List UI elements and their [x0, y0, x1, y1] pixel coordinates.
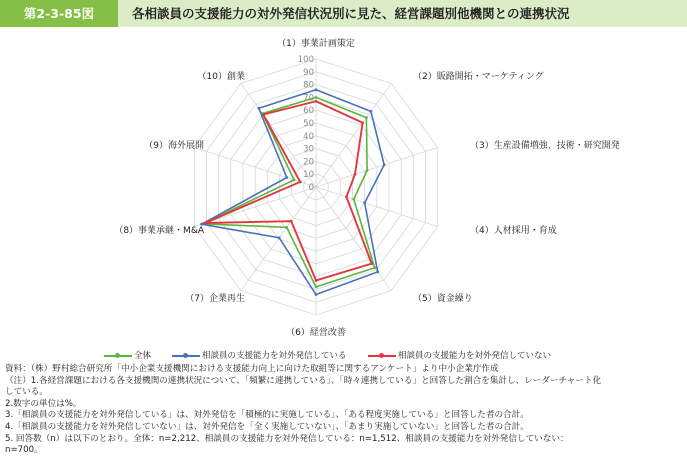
category-label-8: （8）事業承継・M&A [114, 226, 204, 236]
series-1-point-2 [365, 116, 368, 119]
legend-swatch-overall [104, 351, 132, 361]
legend-swatch-not-communicating [368, 351, 396, 361]
note-4: 4.「相談員の支援能力を対外発信していない」は、対外発信を「全く実施していない」、「あまり実施していない」と回答した者の合計。 [5, 421, 529, 432]
series-3-point-9 [299, 180, 302, 183]
series-1-point-5 [373, 266, 376, 269]
note-5-cont: n=700。 [5, 445, 43, 456]
category-label-6: （6）経営改善 [286, 328, 346, 338]
axis-tick-label: 100 [297, 55, 314, 65]
category-label-10: （10）創業 [197, 72, 245, 82]
axis-tick-label: 80 [303, 80, 314, 91]
legend-item-not-communicating [368, 349, 551, 363]
figure-title: 各相談員の支援能力の対外発信状況別に見た、経営課題別他機関との連携状況 [132, 6, 570, 21]
series-2-point-7 [278, 236, 281, 239]
series-3-point-6 [315, 279, 318, 282]
axis-tick-label: 70 [303, 93, 314, 104]
axis-tick-label: 60 [303, 106, 314, 117]
axis-tick-label: 40 [303, 131, 314, 142]
axis-tick-label: 10 [303, 170, 314, 181]
series-2-point-8 [200, 223, 203, 226]
note-5: 5. 回答数（n）は以下のとおり。全体：n=2,212、相談員の支援能力を対外発信している：n=1,512、相談員の支援能力を対外発信していない： [5, 433, 569, 444]
note-3: 3.「相談員の支援能力を対外発信している」は、対外発信を「積極的に実施している」、「ある程度実施している」と回答した者の合計。 [5, 410, 529, 421]
series-3-point-5 [370, 262, 373, 265]
series-1-point-7 [285, 226, 288, 229]
series-2-point-6 [315, 293, 318, 296]
axis-tick-label: 30 [303, 144, 314, 155]
series-2-point-2 [370, 110, 373, 113]
series-1-point-9 [293, 178, 296, 181]
axis-tick-label: 0 [308, 183, 314, 193]
category-label-5: （5）資金繰り [413, 294, 473, 304]
legend-item-overall [104, 349, 151, 363]
series-3-point-2 [361, 121, 364, 124]
category-label-4: （4）人材採用・育成 [470, 226, 557, 236]
series-3-point-7 [290, 220, 293, 223]
series-3-point-10 [262, 113, 265, 116]
figure-number: 第2-3-85図 [0, 0, 118, 27]
category-label-3: （3）生産設備増強、技術・研究開発 [470, 141, 620, 151]
series-2-point-3 [383, 163, 386, 166]
series-3-point-1 [315, 100, 318, 103]
series-2-point-10 [257, 107, 260, 110]
note-1: （注）1.各経営課題における各支援機関の連携状況について、「頻繁に連携している」、「時々連携している」と回答した割合を集計し、レーダーチャート化 [5, 375, 602, 386]
series-2-point-5 [376, 271, 379, 274]
legend-label-not-communicating: 相談員の支援能力を対外発信していない [398, 351, 552, 361]
series-2-point-4 [363, 201, 366, 204]
note-source: 資料：（株）野村総合研究所「中小企業支援機関における支援能力向上に向けた取組等に関するアンケート」より中小企業庁作成 [5, 364, 499, 374]
notes [5, 364, 685, 457]
axis-tick-label: 50 [303, 119, 314, 129]
series-1-point-6 [315, 285, 318, 288]
category-label-1: （1）事業計画策定 [277, 39, 355, 49]
figure-header [0, 0, 687, 27]
series-2-point-9 [285, 176, 288, 179]
category-label-7: （7）企業再生 [185, 294, 245, 304]
axis-tick-label: 90 [303, 67, 314, 78]
series-2-point-1 [315, 88, 318, 91]
series-1-point-1 [315, 96, 318, 99]
category-label-9: （9）海外展開 [144, 141, 204, 151]
legend [0, 349, 687, 363]
legend-swatch-communicating [172, 351, 200, 361]
legend-label-communicating: 相談員の支援能力を対外発信している [202, 351, 347, 361]
legend-item-communicating [172, 349, 347, 363]
series-1-point-3 [366, 169, 369, 172]
series-1-point-4 [352, 198, 355, 201]
series-3-point-4 [345, 195, 348, 198]
note-2: 2.数字の単位は%。 [5, 398, 82, 409]
radar-chart [0, 27, 687, 347]
axis-tick-label: 20 [303, 157, 314, 168]
series-3-point-3 [354, 173, 357, 176]
legend-label-overall: 全体 [134, 351, 152, 361]
series-3-point-8 [204, 222, 207, 225]
note-1-cont: している。 [5, 387, 48, 398]
category-label-2: （2）販路開拓・マーケティング [413, 72, 544, 82]
